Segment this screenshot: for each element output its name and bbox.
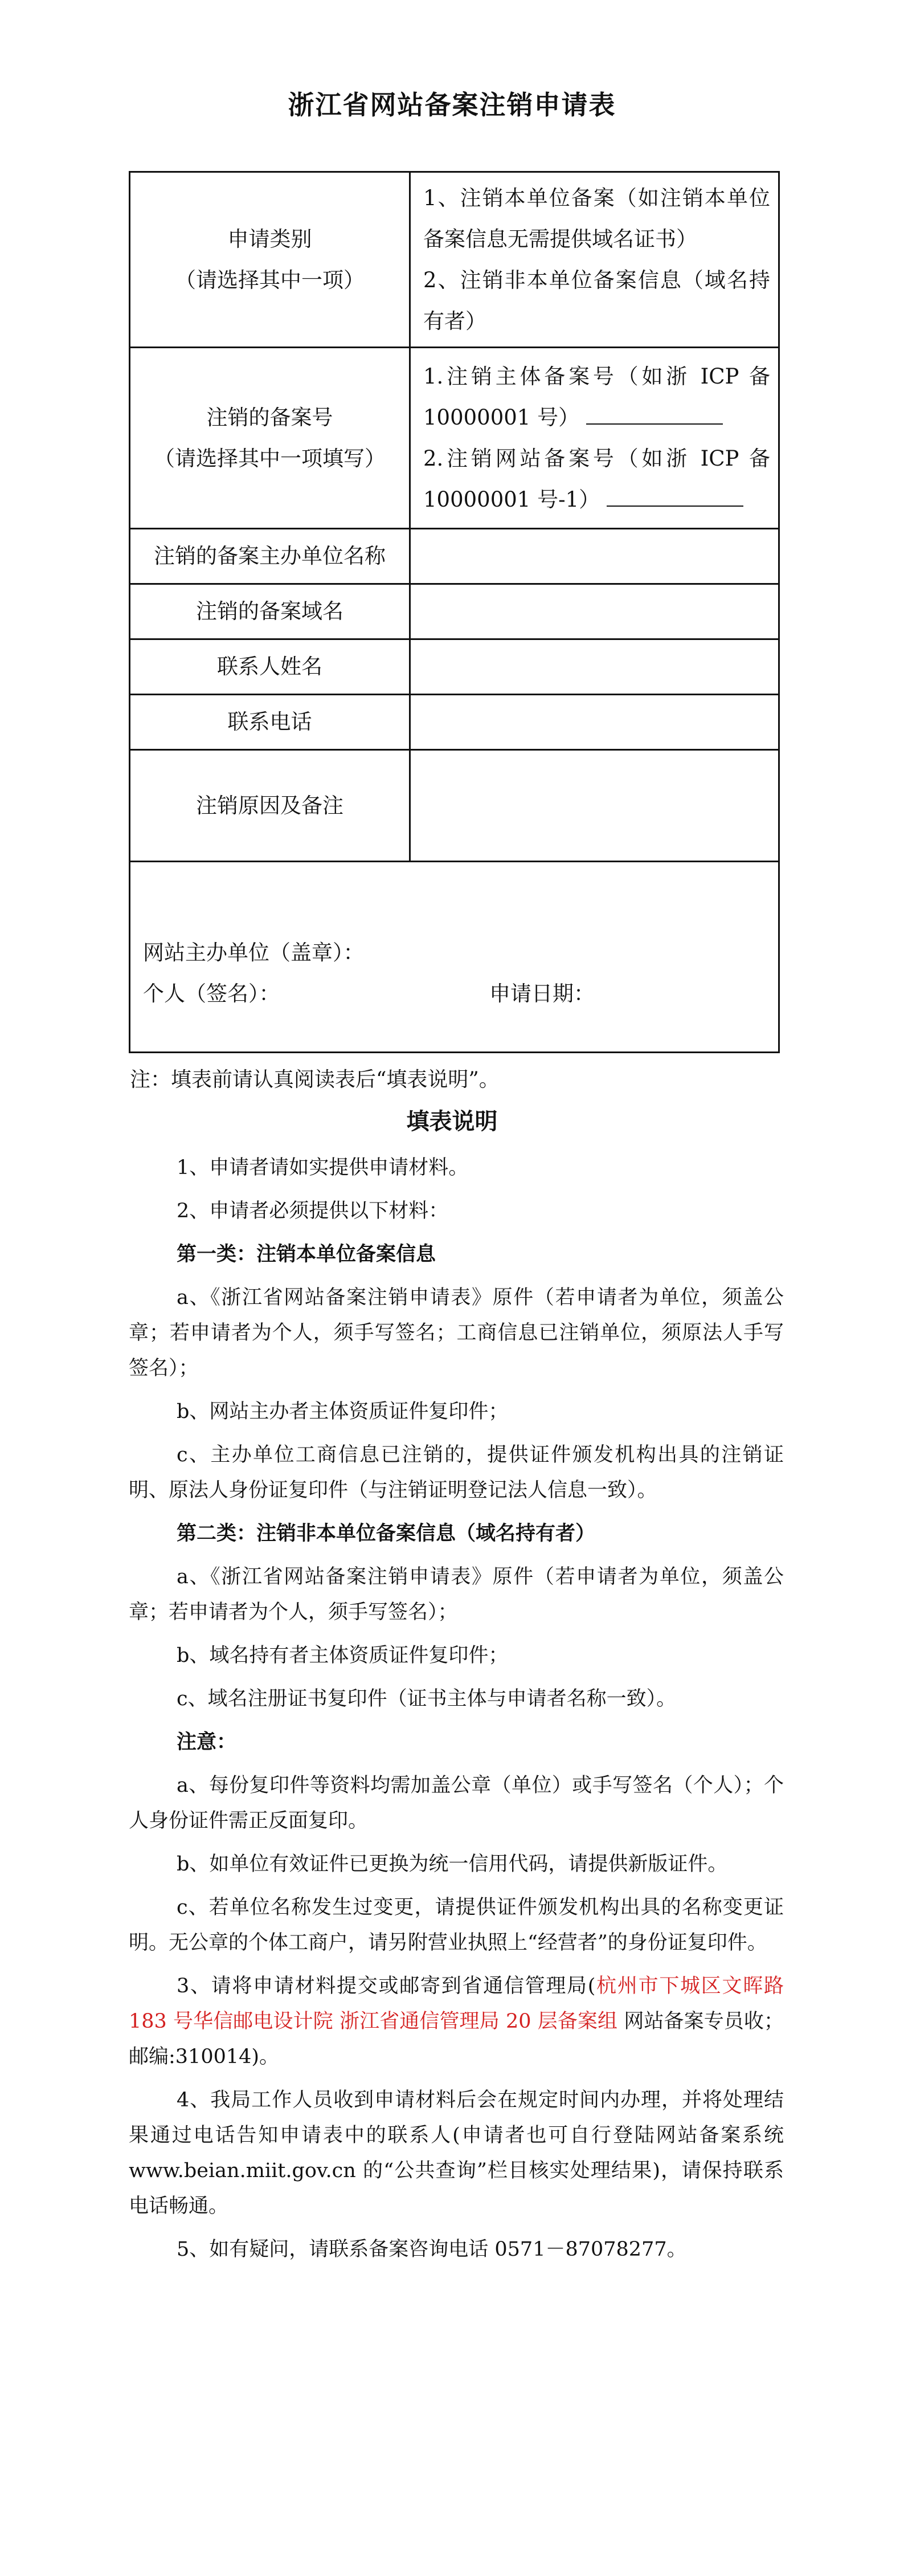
record-number-options[interactable] — [410, 348, 779, 529]
date-label: 申请日期： — [489, 981, 595, 1006]
contact-name-label: 联系人姓名 — [130, 639, 410, 695]
instruction-paragraph: a、《浙江省网站备案注销申请表》原件（若申请者为单位，须盖公章；若申请者为个人，须手写签名）； — [129, 1566, 784, 1624]
reason-field[interactable] — [410, 750, 779, 862]
label-line: （请选择其中一项） — [175, 267, 365, 292]
phone-label: 联系电话 — [130, 695, 410, 750]
personal-sign-label: 个人（签名）： — [143, 981, 280, 1006]
form-note: 注：填表前请认真阅读表后“填表说明”。 — [130, 1068, 500, 1091]
notice-heading: 注意： — [177, 1730, 237, 1754]
page-title: 浙江省网站备案注销申请表 — [288, 89, 616, 120]
form-row-org-name — [130, 529, 779, 584]
option-text: 2.注销网站备案号（如浙 ICP 备 10000001 号-1） — [423, 446, 770, 512]
text-run: 网站备案专员收；邮编:310014)。 — [129, 2010, 784, 2068]
form-row-reason — [130, 750, 779, 862]
site-record-option[interactable] — [423, 438, 770, 520]
option-1[interactable]: 1、注销本单位备案（如注销本单位备案信息无需提供域名证书） — [423, 185, 770, 251]
instruction-paragraph: b、网站主办者主体资质证件复印件； — [177, 1400, 509, 1423]
instruction-paragraph: c、域名注册证书复印件（证书主体与申请者名称一致）。 — [177, 1688, 677, 1710]
application-form — [129, 171, 780, 1053]
instructions-title: 填表说明 — [406, 1108, 498, 1135]
phone-field[interactable] — [410, 695, 779, 750]
category-options[interactable] — [410, 172, 779, 348]
instruction-paragraph: b、如单位有效证件已更换为统一信用代码，请提供新版证件。 — [177, 1853, 728, 1876]
instruction-paragraph: 1、申请者请如实提供申请材料。 — [177, 1156, 469, 1179]
reason-label: 注销原因及备注 — [130, 750, 410, 862]
instruction-paragraph: 2、申请者必须提供以下材料： — [177, 1200, 449, 1222]
contact-name-field[interactable] — [410, 639, 779, 695]
label-line: （请选择其中一项填写） — [154, 446, 386, 471]
category-2-heading: 第二类：注销非本单位备案信息（域名持有者） — [177, 1522, 596, 1545]
instruction-paragraph: 4、我局工作人员收到申请材料后会在规定时间内办理，并将处理结果通过电话告知申请表中的联系人(申请者也可自行登陆网站备案系统 www.beian.miit.gov.cn 的“公共查询”栏目核实处理结果)，请保持联系电话畅通。 — [129, 2089, 784, 2218]
label-line: 申请类别 — [227, 226, 312, 251]
option-text: 1.注销主体备案号（如浙 ICP 备 10000001 号） — [423, 364, 770, 430]
org-name-field[interactable] — [410, 529, 779, 584]
domain-label: 注销的备案域名 — [130, 584, 410, 639]
record-number-label — [130, 348, 410, 529]
org-name-label: 注销的备案主办单位名称 — [130, 529, 410, 584]
instruction-paragraph: a、每份复印件等资料均需加盖公章（单位）或手写签名（个人）；个人身份证件需正反面复印。 — [129, 1774, 784, 1832]
form-row-record-number — [130, 348, 779, 529]
site-record-blank[interactable] — [607, 488, 743, 507]
option-2[interactable]: 2、注销非本单位备案信息（域名持有者） — [423, 267, 770, 333]
category-1-heading: 第一类：注销本单位备案信息 — [177, 1242, 436, 1266]
subject-record-option[interactable] — [423, 356, 770, 438]
label-line: 注销的备案号 — [206, 405, 333, 430]
signature-area[interactable] — [130, 862, 779, 1053]
category-label — [130, 172, 410, 348]
instruction-paragraph: a、《浙江省网站备案注销申请表》原件（若申请者为单位，须盖公章；若申请者为个人，须手写签名；工商信息已注销单位，须原法人手写签名）； — [129, 1286, 784, 1380]
form-row-signature — [130, 862, 779, 1053]
instruction-paragraph: 5、如有疑问，请联系备案咨询电话 0571－87078277。 — [177, 2238, 687, 2261]
subject-record-blank[interactable] — [586, 406, 723, 425]
org-stamp-label: 网站主办单位（盖章）： — [143, 940, 365, 965]
submission-paragraph — [129, 1968, 784, 2074]
domain-field[interactable] — [410, 584, 779, 639]
form-row-contact-name — [130, 639, 779, 695]
form-row-phone — [130, 695, 779, 750]
instruction-paragraph: b、域名持有者主体资质证件复印件； — [177, 1644, 509, 1667]
form-row-domain — [130, 584, 779, 639]
mailing-address: 杭州市下城区文晖路 183 号华信邮电设计院 浙江省通信管理局 20 层备案组 — [129, 1975, 784, 2033]
instruction-paragraph: c、若单位名称发生过变更，请提供证件颁发机构出具的名称变更证明。无公章的个体工商户，请另附营业执照上“经营者”的身份证复印件。 — [129, 1896, 784, 1954]
form-row-category — [130, 172, 779, 348]
instructions-body — [129, 1150, 784, 2275]
instruction-paragraph: c、主办单位工商信息已注销的，提供证件颁发机构出具的注销证明、原法人身份证复印件（与注销证明登记法人信息一致）。 — [129, 1444, 784, 1502]
text-run: 3、请将申请材料提交或邮寄到省通信管理局( — [177, 1975, 596, 1998]
